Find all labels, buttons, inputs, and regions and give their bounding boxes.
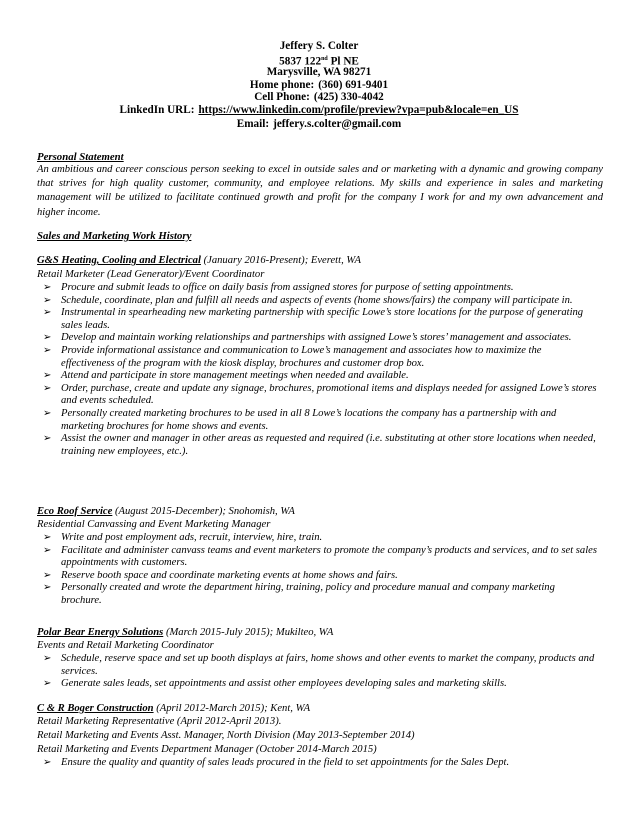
linkedin-line xyxy=(0,104,638,117)
job-header xyxy=(37,254,603,268)
company-name: C & R Boger Construction xyxy=(37,703,154,714)
list-item: ➢ Assist the owner and manager in other areas as requested and required (i.e. substituting at other store locations when needed, training new employees, etc.). xyxy=(43,433,596,457)
home-phone-label: Home phone: xyxy=(249,79,315,91)
arrow-bullet-icon: ➢ xyxy=(43,582,52,594)
job-bullets xyxy=(37,282,597,458)
email-line xyxy=(0,118,638,131)
cell-phone-line xyxy=(0,91,638,104)
job-title: Retail Marketing and Events Asst. Manager, North Division (May 2013-September 2014) xyxy=(37,730,415,741)
list-item: ➢ Develop and maintain working relationships and partnerships with assigned Lowe’s stores’ management and associates. xyxy=(43,332,572,344)
arrow-bullet-icon: ➢ xyxy=(43,433,52,445)
job-details: (April 2012-March 2015); Kent, WA xyxy=(156,703,311,714)
email-label: Email: xyxy=(236,118,270,130)
list-item: ➢ Provide informational assistance and communication to Lowe’s management and associates how to maximize the effectiveness of the program with the kiosk display, brochures and customer drop box. xyxy=(43,344,542,369)
list-item: ➢ Ensure the quality and quantity of sales leads procured in the field to set appointments for the Sales Dept. xyxy=(43,757,510,768)
arrow-bullet-icon: ➢ xyxy=(43,370,52,382)
cell-phone-label: Cell Phone: xyxy=(254,91,310,103)
personal-statement-text: An ambitious and career conscious person seeking to excel in outside sales and or marketing with a dynamic and growing company that strives for high quality customer, community, and employee relations. My skills and experience in sales and marketing management will be utilized to facilitate continued growth and profit for the company I work for and my own advancement and higher income. xyxy=(37,164,603,218)
home-phone: (360) 691-9401 xyxy=(318,79,389,91)
arrow-bullet-icon: ➢ xyxy=(43,307,52,319)
arrow-bullet-icon: ➢ xyxy=(43,678,52,690)
list-item: ➢ Reserve booth space and coordinate marketing events at home shows and fairs. xyxy=(43,569,398,581)
address-line-1: 5837 122nd Pl NE xyxy=(279,55,359,68)
job-title: Retail Marketer (Lead Generator)/Event Coordinator xyxy=(37,269,265,280)
list-item: ➢ Generate sales leads, set appointments and assist other employees developing sales and marketing skills. xyxy=(43,678,507,690)
job-details: (January 2016-Present); Everett, WA xyxy=(203,255,361,266)
arrow-bullet-icon: ➢ xyxy=(43,544,52,556)
list-item: ➢ Personally created marketing brochures to be used in all 8 Lowe’s locations the company has a partnership with and marketing brochures for home shows and events. xyxy=(43,407,557,432)
candidate-name: Jeffery S. Colter xyxy=(279,40,359,52)
arrow-bullet-icon: ➢ xyxy=(43,344,52,356)
linkedin-label: LinkedIn URL: xyxy=(119,104,195,116)
address-line-2: Marysville, WA 98271 xyxy=(266,66,372,78)
arrow-bullet-icon: ➢ xyxy=(43,332,52,344)
work-history-heading: Sales and Marketing Work History xyxy=(37,230,192,242)
list-item: ➢ Write and post employment ads, recruit, interview, hire, train. xyxy=(43,532,323,543)
job-bullets xyxy=(37,757,597,770)
cell-phone: (425) 330-4042 xyxy=(313,91,384,103)
linkedin-link[interactable]: https://www.linkedin.com/profile/preview?vpa=pub&locale=en_US xyxy=(198,104,519,116)
arrow-bullet-icon: ➢ xyxy=(43,382,52,394)
list-item: ➢ Personally created and wrote the department hiring, training, policy and procedure manual and company marketing brochure. xyxy=(43,582,555,606)
list-item: ➢ Procure and submit leads to office on daily basis from assigned stores for purpose of setting appointments. xyxy=(43,282,514,293)
arrow-bullet-icon: ➢ xyxy=(43,282,52,293)
arrow-bullet-icon: ➢ xyxy=(43,532,52,543)
list-item: ➢ Facilitate and administer canvass teams and event marketers to promote the company’s products and services, and to set sales appointments with customers. xyxy=(43,544,597,569)
job-details: (August 2015-December); Snohomish, WA xyxy=(114,506,295,517)
personal-statement-heading: Personal Statement xyxy=(37,151,124,163)
list-item: ➢ Instrumental in spearheading new marketing partnership with specific Lowe’s store locations for the purpose of generating sales leads. xyxy=(43,307,584,331)
list-item: ➢ Schedule, coordinate, plan and fulfill all needs and aspects of events (home shows/fairs) the company will participate in. xyxy=(43,294,573,306)
email-link[interactable]: jeffery.s.colter@gmail.com xyxy=(273,118,402,130)
arrow-bullet-icon: ➢ xyxy=(43,569,52,581)
arrow-bullet-icon: ➢ xyxy=(43,294,52,306)
job-details: (March 2015-July 2015); Mukilteo, WA xyxy=(165,627,334,638)
company-name: Polar Bear Energy Solutions xyxy=(37,627,164,638)
job-bullets xyxy=(37,653,597,691)
list-item: ➢ Schedule, reserve space and set up booth displays at fairs, home shows and other events to market the company, products and services. xyxy=(43,653,595,677)
list-item: ➢ Attend and participate in store management meetings when needed and available. xyxy=(43,370,409,382)
arrow-bullet-icon: ➢ xyxy=(43,653,52,664)
job-title: Events and Retail Marketing Coordinator xyxy=(37,640,214,651)
arrow-bullet-icon: ➢ xyxy=(43,407,52,419)
job-title: Retail Marketing and Events Department Manager (October 2014-March 2015) xyxy=(37,744,377,755)
company-name: Eco Roof Service xyxy=(37,506,113,517)
job-bullets xyxy=(37,532,597,608)
job-title: Retail Marketing Representative (April 2012-April 2013). xyxy=(37,716,282,727)
list-item: ➢ Order, purchase, create and update any signage, brochures, promotional items and displays needed for assigned Lowe’s stores and events scheduled. xyxy=(43,382,597,407)
arrow-bullet-icon: ➢ xyxy=(43,757,52,768)
company-name: G&S Heating, Cooling and Electrical xyxy=(37,255,201,266)
job-title: Residential Canvassing and Event Marketing Manager xyxy=(37,519,271,530)
